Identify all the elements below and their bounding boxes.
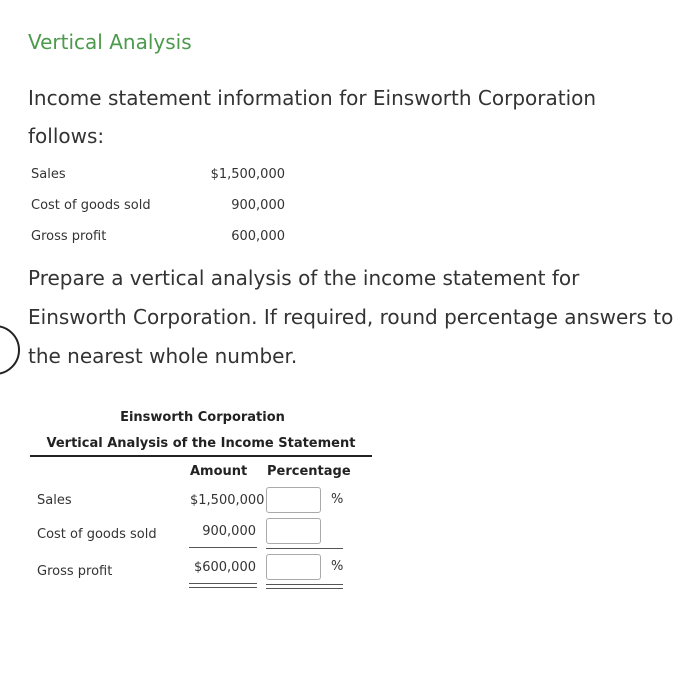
statement-company: Einsworth Corporation <box>120 410 285 425</box>
column-header-amount: Amount <box>190 464 248 479</box>
circle-icon <box>0 325 20 375</box>
amount-gross-profit: $600,000 <box>193 560 256 575</box>
percent-sign: % <box>331 492 344 507</box>
amount-cogs: 900,000 <box>202 524 256 539</box>
column-header-percentage: Percentage <box>267 464 351 479</box>
percentage-input-gross-profit[interactable] <box>266 554 321 580</box>
info-row-sales <box>31 160 285 191</box>
info-value: 600,000 <box>231 229 285 244</box>
income-info-table <box>31 160 285 253</box>
section-title: Vertical Analysis <box>28 30 192 54</box>
amount-sales: $1,500,000 <box>190 493 265 508</box>
statement-title: Vertical Analysis of the Income Statement <box>30 436 372 457</box>
info-value: 900,000 <box>231 198 285 213</box>
double-underline-rule <box>266 584 343 585</box>
row-label-cogs: Cost of goods sold <box>37 527 157 542</box>
intro-text: Income statement information for Einsworth Corporation follows: <box>28 86 597 148</box>
info-row-cogs <box>31 191 285 222</box>
info-label: Sales <box>31 167 66 182</box>
double-underline-rule <box>266 588 343 589</box>
row-label-sales: Sales <box>37 493 72 508</box>
info-value: $1,500,000 <box>210 167 285 182</box>
underline-rule <box>266 548 343 549</box>
percent-sign: % <box>331 559 344 574</box>
percentage-input-cogs[interactable] <box>266 518 321 544</box>
double-underline-rule <box>189 583 257 584</box>
underline-rule <box>189 547 257 548</box>
percentage-input-sales[interactable] <box>266 487 321 513</box>
double-underline-rule <box>189 587 257 588</box>
info-label: Gross profit <box>31 229 107 244</box>
row-label-gross-profit: Gross profit <box>37 564 113 579</box>
info-row-gross-profit <box>31 222 285 253</box>
instructions-text: Prepare a vertical analysis of the income statement for Einsworth Corporation. If required, round percentage answers to the nearest whole number. <box>28 266 674 368</box>
info-label: Cost of goods sold <box>31 198 151 213</box>
